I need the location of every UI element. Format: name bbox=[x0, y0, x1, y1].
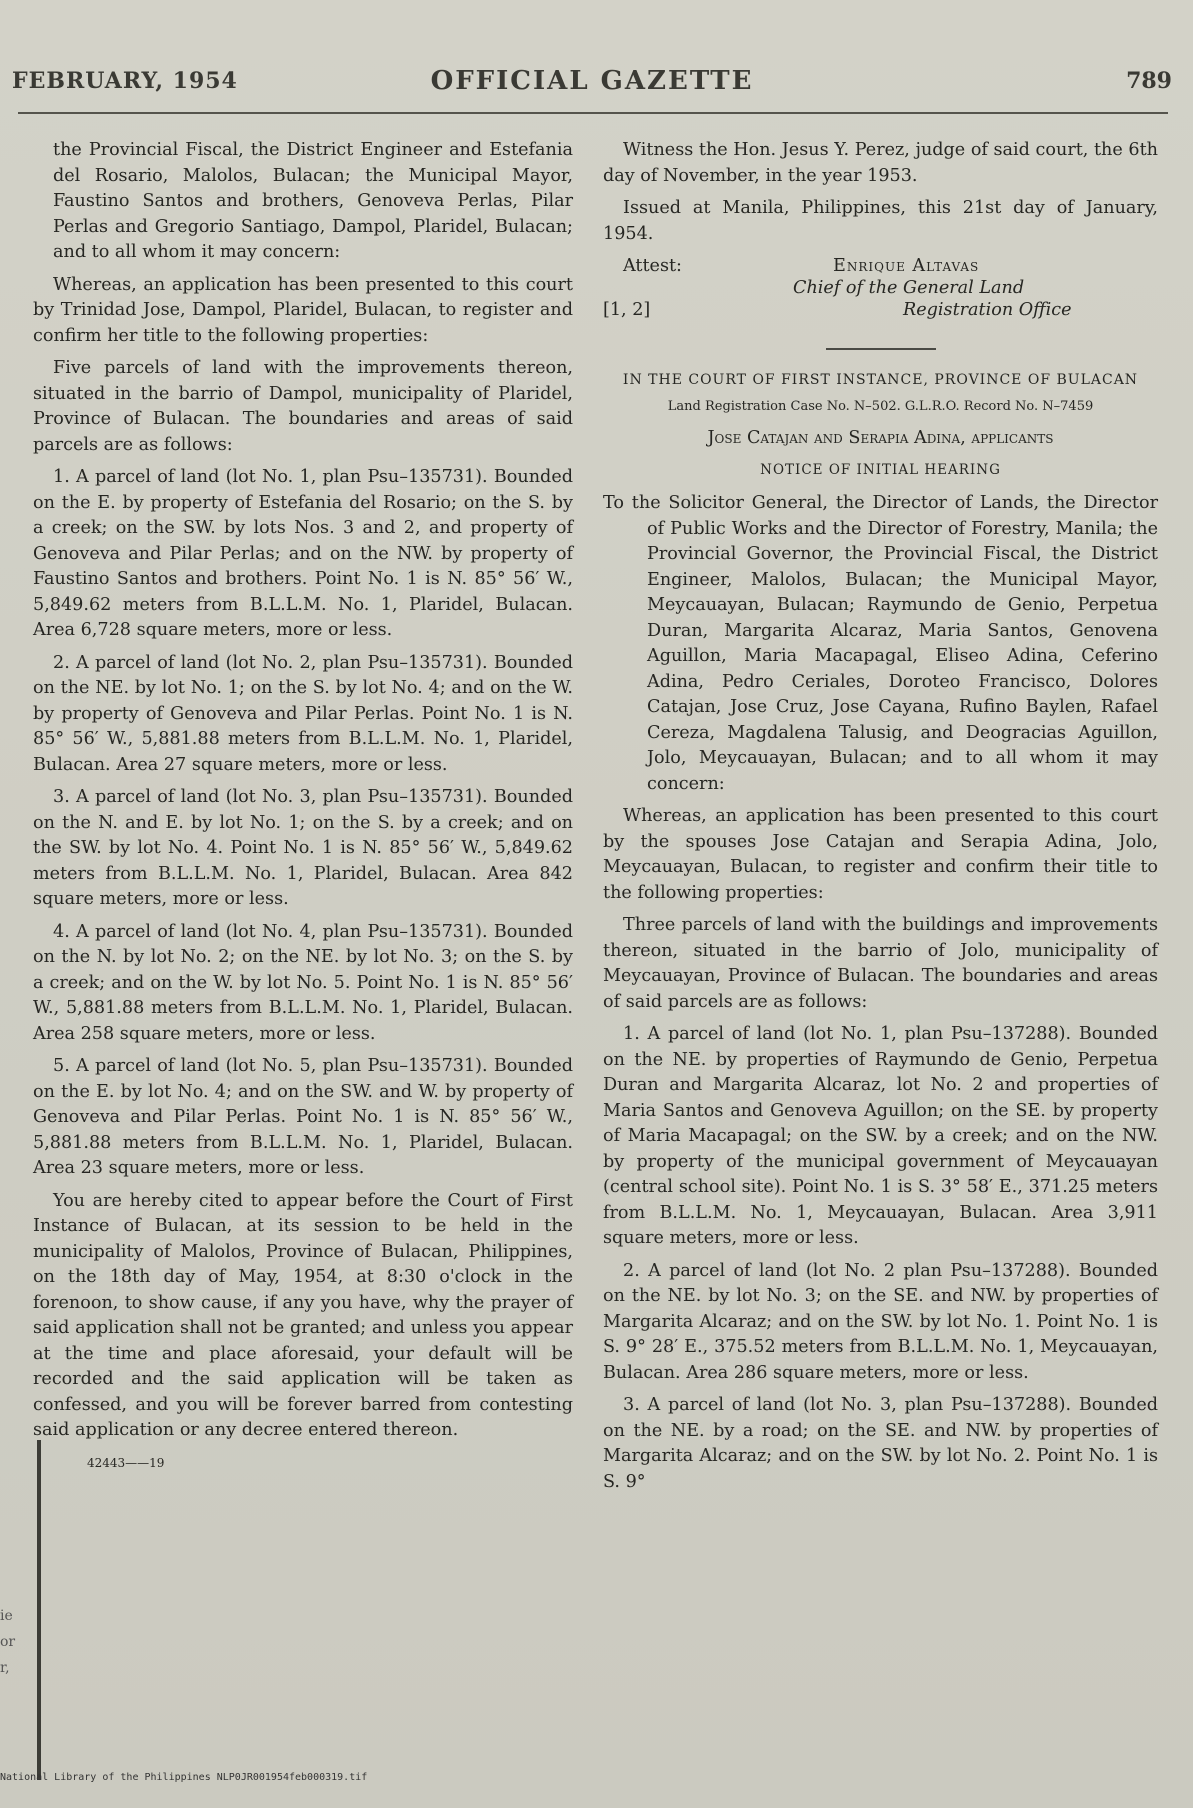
parcel-2-b: 2. A parcel of land (lot No. 2 plan Psu–137288). Bounded on the NE. by lot No. 3; on the SE. and NW. by properties of Margarita Alcaraz; and on the SW. by lot No. 1. Point No. 1 is S. 9° 28′ E., 375.52 meters from B.L.L.M. No. 1, Meycauayan, Bulacan. Area 286 square meters, more or less. bbox=[603, 1260, 1158, 1383]
page-number: 789 bbox=[1126, 68, 1172, 94]
court-heading: IN THE COURT OF FIRST INSTANCE, PROVINCE OF BULACAN bbox=[622, 372, 1139, 388]
margin-fragment: r, bbox=[0, 1660, 10, 1676]
parcel-3-b: 3. A parcel of land (lot No. 3, plan Psu–137288). Bounded on the NE. by a road; on the SE. and NW. by properties of Margarita Alcaraz; and on the SW. by lot No. 2. Point No. 1 is S. 9° bbox=[603, 1395, 1158, 1492]
scan-footer: National Library of the Philippines NLP0JR001954feb000319.tif bbox=[0, 1772, 368, 1783]
whereas-paragraph-2: Whereas, an application has been presented to this court by the spouses Jose Catajan and Serapia Adina, Jolo, Meycauayan, Bulacan, to register and confirm their title to the following properties: bbox=[603, 806, 1158, 903]
left-column bbox=[33, 138, 573, 1483]
attestation-block bbox=[603, 254, 1158, 320]
attest-label: Attest: bbox=[623, 256, 682, 276]
parcels-intro-2: Three parcels of land with the buildings and improvements thereon, situated in the barrio of Jolo, municipality of Meycauayan, Province of Bulacan. The boundaries and areas of said parcels are as follows: bbox=[603, 915, 1158, 1012]
applicants-line: Jose Catajan and Serapia Adina, applicants bbox=[707, 428, 1054, 448]
header-rule bbox=[18, 112, 1168, 114]
issue-date: FEBRUARY, 1954 bbox=[12, 68, 238, 94]
attest-name: Enrique Altavas bbox=[833, 256, 980, 276]
case-note: Land Registration Case No. N–502. G.L.R.O. Record No. N–7459 bbox=[667, 399, 1094, 414]
binding-edge-rule bbox=[37, 1440, 41, 1780]
bracket-reference: [1, 2] bbox=[603, 300, 651, 320]
citation-paragraph: You are hereby cited to appear before the Court of First Instance of Bulacan, at its session to be held in the municipality of Malolos, Province of Bulacan, Philippines, on the 18th day of May, 1954, at 8:30 o'clock in the forenoon, to show cause, if any you have, why the prayer of said application shall not be granted; and unless you appear at the time and place aforesaid, your default will be recorded and the said application will be taken as confessed, and you will be forever barred from contesting said application or any decree entered thereon. bbox=[33, 1190, 573, 1440]
parcel-1-b: 1. A parcel of land (lot No. 1, plan Psu–137288). Bounded on the NE. by properties of Raymundo de Genio, Perpetua Duran and Margarita Alcaraz, lot No. 2 and properties of Maria Santos and Genoveva Aguillon; on the SE. by property of Maria Macapagal; on the SW. by a creek; and on the NW. by property of the municipal government of Meycauayan (central school site). Point No. 1 is S. 3° 58′ E., 371.25 meters from B.L.L.M. No. 1, Meycauayan, Bulacan. Area 3,911 square meters, more or less. bbox=[603, 1024, 1158, 1248]
print-code: 42443——19 bbox=[87, 1455, 165, 1470]
addressees-list: the Solicitor General, the Director of Lands, the Director of Public Works and the Director of Forestry, Manila; the Provincial Governor, the Provincial Fiscal, the District Engineer, Malolos, Bulacan; the Municipal Mayor, Meycauayan, Bulacan; Raymundo de Genio, Perpetua Duran, Margarita Alcaraz, Maria Santos, Genovena Aguillon, Maria Macapagal, Eliseo Adina, Ceferino Adina, Pedro Ceriales, Doroteo Francisco, Dolores Catajan, Jose Cruz, Jose Cayana, Rufino Baylen, Rafael Cereza, Magdalena Talusig, and Deogracias Aguillon, Jolo, Meycauayan, Bulacan; and to all whom it may concern: bbox=[631, 493, 1159, 794]
parcel-1: 1. A parcel of land (lot No. 1, plan Psu–135731). Bounded on the E. by property of Estefania del Rosario; on the S. by a creek; on the SW. by lots Nos. 3 and 2, and property of Genoveva and Pilar Perlas; and on the NW. by property of Faustino Santos and brothers. Point No. 1 is N. 85° 56′ W., 5,849.62 meters from B.L.L.M. No. 1, Plaridel, Bulacan. Area 6,728 square meters, more or less. bbox=[33, 467, 573, 640]
section-divider bbox=[826, 348, 936, 350]
addressees-continued: the Provincial Fiscal, the District Engineer and Estefania del Rosario, Malolos, Bulacan; the Municipal Mayor, Faustino Santos and brothers, Genoveva Perlas, Pilar Perlas and Gregorio Santiago, Dampol, Plaridel, Bulacan; and to all whom it may concern: bbox=[53, 140, 573, 262]
to-lead: To bbox=[603, 493, 624, 513]
margin-fragment: ie bbox=[0, 1608, 13, 1624]
parcel-2: 2. A parcel of land (lot No. 2, plan Psu–135731). Bounded on the NE. by lot No. 1; on the S. by lot No. 4; and on the W. by property of Genoveva and Pilar Perlas. Point No. 1 is N. 85° 56′ W., 5,881.88 meters from B.L.L.M. No. 1, Plaridel, Bulacan. Area 27 square meters, more or less. bbox=[33, 652, 573, 775]
attest-title-1: Chief of the General Land bbox=[793, 278, 1025, 298]
parcels-intro: Five parcels of land with the improvements thereon, situated in the barrio of Dampol, municipality of Plaridel, Province of Bulacan. The boundaries and areas of said parcels are as follows: bbox=[33, 358, 573, 455]
issued-paragraph: Issued at Manila, Philippines, this 21st day of January, 1954. bbox=[603, 198, 1158, 244]
parcel-3: 3. A parcel of land (lot No. 3, plan Psu–135731). Bounded on the N. and E. by lot No. 1; on the S. by a creek; and on the SW. by lot No. 4. Point No. 1 is N. 85° 56′ W., 5,849.62 meters from B.L.L.M. No. 1, Plaridel, Bulacan. Area 842 square meters, more or less. bbox=[33, 787, 573, 909]
publication-title: OFFICIAL GAZETTE bbox=[430, 66, 754, 96]
whereas-paragraph: Whereas, an application has been presented to this court by Trinidad Jose, Dampol, Plaridel, Bulacan, to register and confirm her title to the following properties: bbox=[33, 274, 573, 346]
margin-fragment: or bbox=[0, 1634, 16, 1650]
right-column bbox=[603, 138, 1158, 1502]
notice-heading: NOTICE OF INITIAL HEARING bbox=[760, 461, 1001, 478]
attest-title-2: Registration Office bbox=[903, 300, 1072, 320]
witness-paragraph: Witness the Hon. Jesus Y. Perez, judge of said court, the 6th day of November, in the year 1953. bbox=[603, 140, 1158, 186]
page-header bbox=[12, 64, 1172, 104]
parcel-4: 4. A parcel of land (lot No. 4, plan Psu–135731). Bounded on the N. by lot No. 2; on the NE. by lot No. 3; on the S. by a creek; and on the W. by lot No. 5. Point No. 1 is N. 85° 56′ W., 5,881.88 meters from B.L.L.M. No. 1, Plaridel, Bulacan. Area 258 square meters, more or less. bbox=[33, 921, 573, 1044]
addressees-paragraph bbox=[603, 491, 1158, 797]
parcel-5: 5. A parcel of land (lot No. 5, plan Psu–135731). Bounded on the E. by lot No. 4; and on the SW. and W. by property of Genoveva and Pilar Perlas. Point No. 1 is N. 85° 56′ W., 5,881.88 meters from B.L.L.M. No. 1, Plaridel, Bulacan. Area 23 square meters, more or less. bbox=[33, 1056, 573, 1178]
